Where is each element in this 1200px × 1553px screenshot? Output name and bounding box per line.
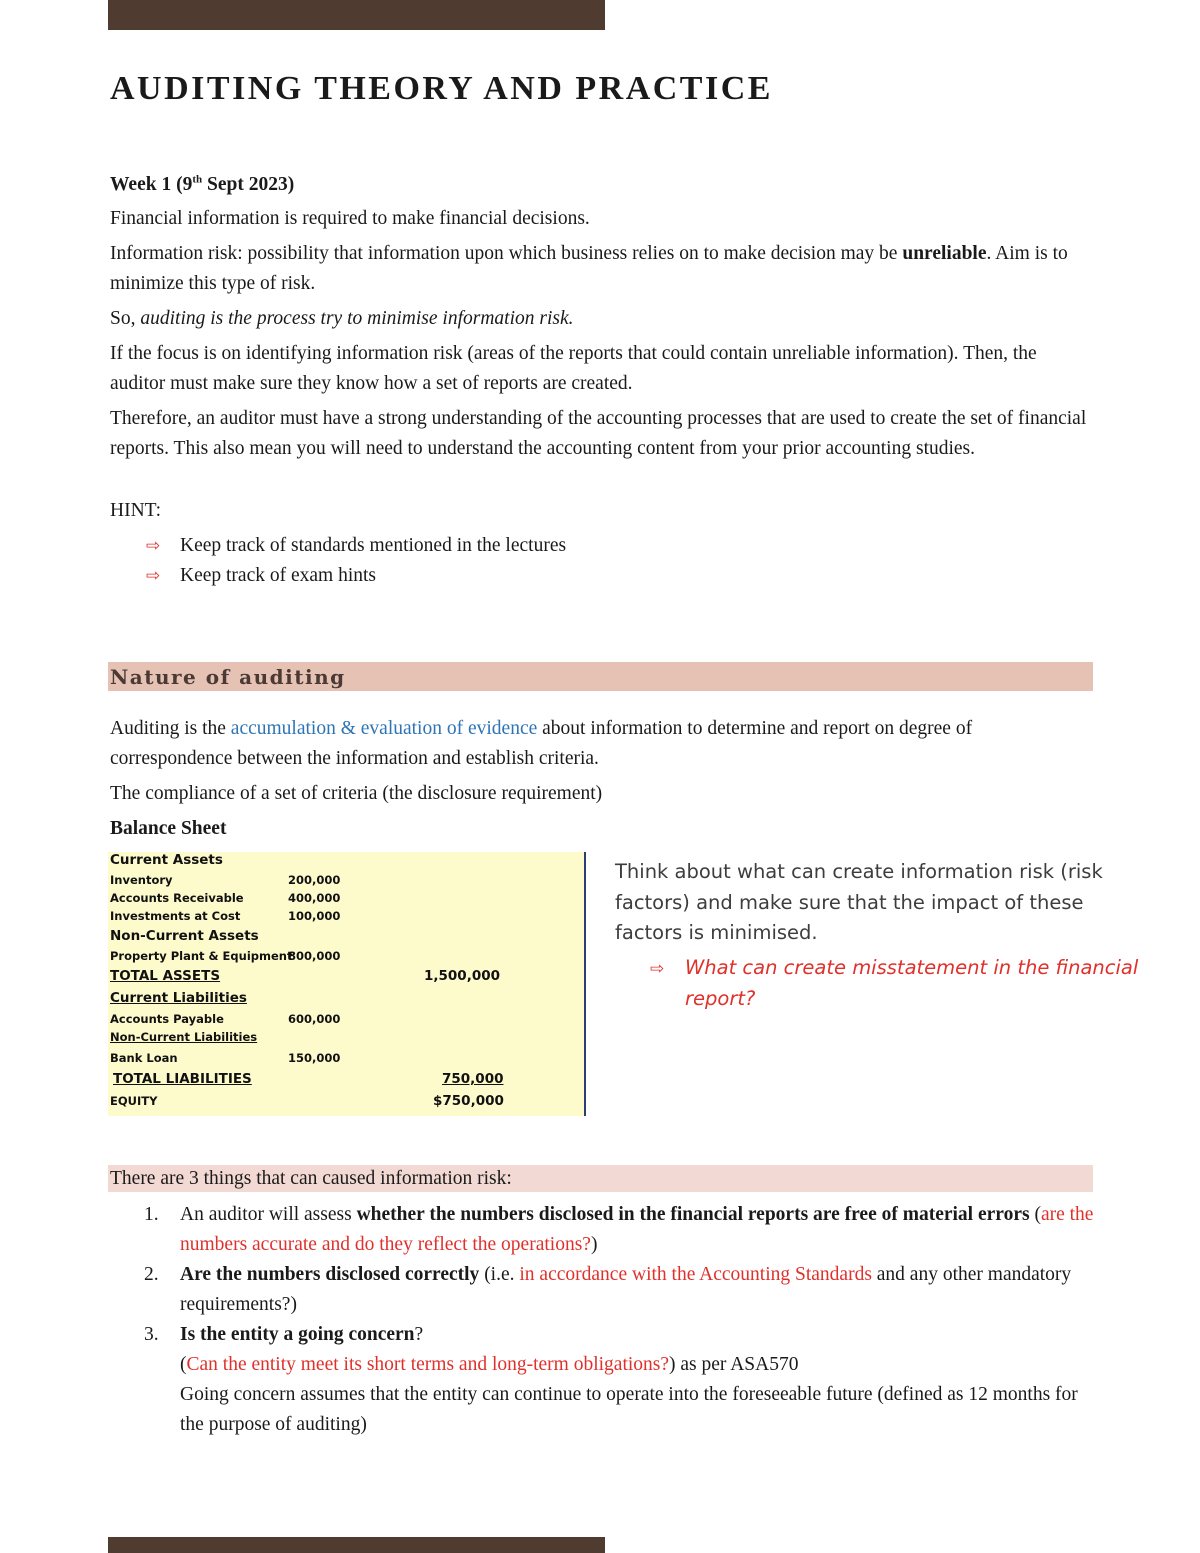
cause-text: (i.e. (479, 1264, 520, 1285)
bs-receivable-label: Accounts Receivable (110, 891, 244, 905)
bs-investments-value: 100,000 (288, 909, 341, 923)
cause-bold: whether the numbers disclosed in the financial reports are free of material errors (356, 1204, 1030, 1225)
week-suffix: Sept 2023) (202, 174, 295, 195)
paragraph-information-risk (110, 239, 1095, 299)
bs-inventory-value: 200,000 (288, 873, 341, 887)
arrow-icon: ⇨ (146, 536, 161, 556)
cause-text: ( (180, 1354, 187, 1375)
balance-sheet-image (108, 852, 586, 1116)
hint-item (146, 561, 1095, 591)
cause-text: ? (414, 1324, 424, 1345)
paragraph-auditing-process (110, 304, 1095, 334)
bs-non-current-assets: Non-Current Assets (110, 928, 259, 944)
list-number: 1. (144, 1204, 159, 1225)
paragraph-understanding: Therefore, an auditor must have a strong understanding of the accounting processes that are used to create the set of financial reports. This also mean you will need to understand the accounting content from your prior accounting studies. (110, 408, 1087, 459)
cause-text: An auditor will assess (180, 1204, 357, 1225)
footer-bar (108, 1537, 605, 1553)
nature-text: Auditing is the (110, 718, 231, 739)
para2-bold: unreliable (902, 243, 987, 264)
bs-current-liabilities: Current Liabilities (110, 990, 247, 1006)
arrow-icon: ⇨ (146, 566, 161, 586)
cause-text: and any other mandatory requirements?) (180, 1264, 1072, 1315)
bs-payable-label: Accounts Payable (110, 1012, 224, 1026)
paragraph-focus: If the focus is on identifying information risk (areas of the reports that could contain unreliable information). Then, the auditor must make sure they know how a set of reports are created. (110, 343, 1037, 394)
list-item (110, 1320, 1095, 1440)
cause-text: ( (1029, 1204, 1041, 1225)
risk-heading: There are 3 things that can caused information risk: (108, 1165, 1093, 1192)
bs-total-assets-value: 1,500,000 (424, 968, 501, 984)
bs-ppe-value: 800,000 (288, 949, 341, 963)
cause-bold: Are the numbers disclosed correctly (180, 1264, 480, 1285)
bs-receivable-value: 400,000 (288, 891, 341, 905)
week-heading (110, 170, 1095, 200)
cause-text: Going concern assumes that the entity can continue to operate into the foreseeable future (defined as 12 months for the purpose of auditing) (180, 1384, 1078, 1435)
bs-equity-label: EQUITY (110, 1094, 158, 1108)
paragraph-compliance: The compliance of a set of criteria (the disclosure requirement) (110, 783, 603, 804)
bs-investments-label: Investments at Cost (110, 909, 241, 923)
side-question-text: What can create misstatement in the financial report? (685, 956, 1139, 1010)
bs-total-assets-label: TOTAL ASSETS (110, 968, 221, 984)
cause-text: ) as per ASA570 (669, 1354, 799, 1375)
balance-sheet-label: Balance Sheet (110, 818, 227, 839)
bs-equity-value: $750,000 (433, 1093, 504, 1109)
para3-italic: auditing is the process try to minimise information risk. (140, 308, 574, 329)
hint-item-text: Keep track of standards mentioned in the lectures (180, 535, 567, 556)
bs-current-assets: Current Assets (110, 852, 223, 868)
bs-total-liabilities-label: TOTAL LIABILITIES (113, 1071, 252, 1087)
nature-text-end: about information to determine and report on degree of correspondence between the information and establish criteria. (110, 718, 973, 769)
cause-red: are the numbers accurate and do they reflect the operations? (180, 1204, 1094, 1255)
list-item (110, 1260, 1095, 1320)
para2-text-end: . Aim is to minimize this type of risk. (110, 243, 1068, 294)
bs-inventory-label: Inventory (110, 873, 173, 887)
cause-red: in accordance with the Accounting Standards (519, 1264, 872, 1285)
paragraph-financial-info: Financial information is required to make financial decisions. (110, 208, 590, 229)
para3-text: So, (110, 308, 141, 329)
cause-bold: Is the entity a going concern (180, 1324, 415, 1345)
side-question (650, 953, 1155, 1014)
section-heading-nature: Nature of auditing (108, 662, 1093, 691)
risk-causes-list (110, 1200, 1095, 1440)
header-bar (108, 0, 605, 30)
hint-item-text: Keep track of exam hints (180, 565, 377, 586)
list-number: 3. (144, 1324, 159, 1345)
bs-non-current-liabilities: Non-Current Liabilities (110, 1030, 258, 1044)
list-item (110, 1200, 1095, 1260)
cause-text: ) (590, 1234, 598, 1255)
list-number: 2. (144, 1264, 159, 1285)
paragraph-auditing-definition (110, 714, 1095, 774)
hint-item (146, 531, 1095, 561)
week-sup: th (192, 173, 203, 186)
para2-text: Information risk: possibility that information upon which business relies on to make decision may be (110, 243, 903, 264)
bs-payable-value: 600,000 (288, 1012, 341, 1026)
bs-ppe-label: Property Plant & Equipment (110, 949, 293, 963)
bs-loan-label: Bank Loan (110, 1051, 178, 1065)
week-prefix: Week 1 (9 (110, 174, 193, 195)
nature-section (110, 714, 1095, 849)
intro-section (110, 170, 1095, 591)
page-title: AUDITING THEORY AND PRACTICE (110, 70, 773, 107)
bs-loan-value: 150,000 (288, 1051, 341, 1065)
bs-total-liabilities-value: 750,000 (442, 1071, 504, 1087)
arrow-icon: ⇨ (650, 959, 665, 979)
cause-red: Can the entity meet its short terms and long-term obligations? (186, 1354, 670, 1375)
hint-list (110, 531, 1095, 591)
side-note: Think about what can create information risk (risk factors) and make sure that the impact of these factors is minimised. (615, 860, 1103, 944)
nature-highlight: accumulation & evaluation of evidence (230, 718, 538, 739)
hint-label: HINT: (110, 500, 162, 521)
